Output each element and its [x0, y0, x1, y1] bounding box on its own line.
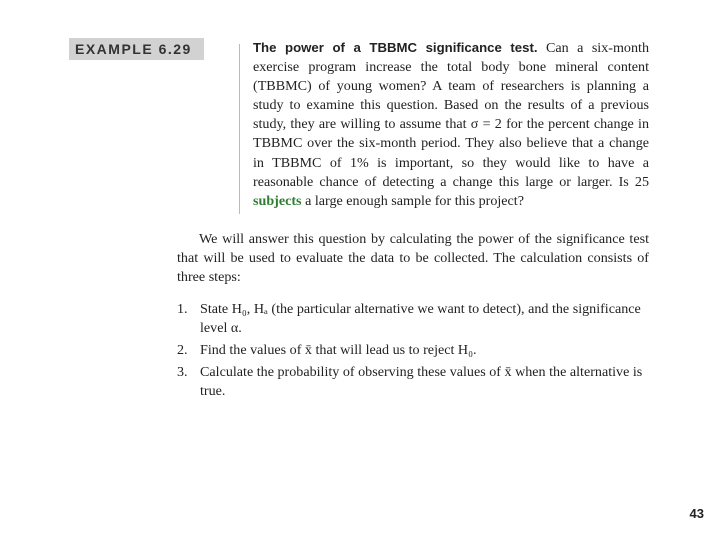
example-body-part1: Can a six-month exercise program increase the total body bone mineral content (TBBMC) of young women? A team of researchers is planning a study to examine this question. Based on the results of a previous study, they are willing to assume that σ = 2 for the percent change in TBBMC over the six-month period. They also believe that a change in TBBMC of 1% is important, so they would like to have a reasonable chance of detecting a change this large or larger. Is 25 [253, 40, 649, 190]
step-number: 2. [177, 342, 188, 358]
example-label: EXAMPLE 6.29 [69, 38, 204, 60]
list-item [177, 300, 649, 338]
steps-list [177, 300, 649, 404]
vertical-divider [239, 44, 240, 214]
step-number: 3. [177, 364, 188, 380]
step-number: 1. [177, 301, 188, 317]
example-body-part2: a large enough sample for this project? [301, 192, 524, 209]
step-text: State H₀, Hₐ (the particular alternative we want to detect), and the significance level α. [200, 301, 641, 336]
step-text: Find the values of x̄ that will lead us to reject H₀. [200, 342, 477, 358]
list-item [177, 341, 649, 360]
intro-paragraph: We will answer this question by calculating the power of the significance test that will be used to evaluate the data to be collected. The calculation consists of three steps: [177, 231, 649, 285]
example-title: The power of a TBBMC significance test. [253, 40, 538, 55]
page-number: 43 [689, 506, 704, 521]
example-paragraph [253, 38, 649, 211]
list-item [177, 363, 649, 401]
step-text: Calculate the probability of observing these values of x̄ when the alternative is true. [200, 364, 643, 399]
subjects-term: subjects [253, 192, 302, 209]
